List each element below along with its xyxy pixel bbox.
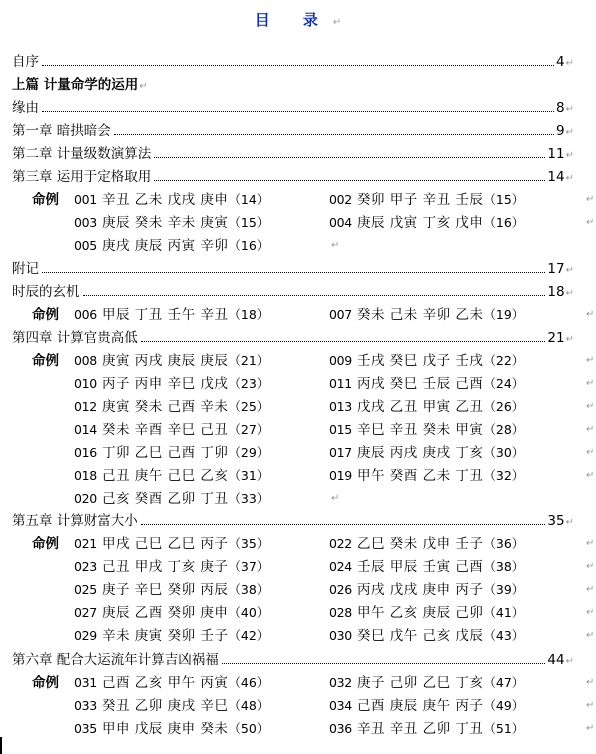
- example-label: 命例: [32, 192, 59, 208]
- example-row: [74, 695, 594, 717]
- toc-entry-label: 第一章 暗拱暗会: [12, 123, 111, 139]
- example-label: 命例: [32, 675, 59, 691]
- return-mark-icon: ↵: [586, 401, 595, 412]
- example-label: 命例: [32, 307, 59, 323]
- example-number: 027: [74, 605, 97, 620]
- example-pillars: 丙戌 癸巳 壬辰 己酉: [357, 376, 484, 392]
- example-entry[interactable]: [329, 442, 584, 464]
- example-entry[interactable]: [329, 304, 584, 326]
- example-number: 030: [329, 628, 352, 643]
- leader-dots: [154, 156, 545, 158]
- toc-entry[interactable]: [12, 52, 574, 72]
- example-number: 024: [329, 559, 352, 574]
- return-mark-icon: ↵: [586, 309, 595, 320]
- return-mark-icon: ↵: [565, 173, 574, 184]
- example-number: 016: [74, 445, 97, 460]
- toc-entry[interactable]: [12, 259, 574, 279]
- example-pillars: 庚辰 乙酉 癸卯 庚申: [102, 605, 229, 621]
- example-page: （22）: [483, 353, 525, 368]
- example-pillars: 庚辰 丙戌 庚戌 丁亥: [357, 445, 484, 461]
- example-number: 017: [329, 445, 352, 460]
- leader-dots: [154, 179, 545, 181]
- example-entry[interactable]: [329, 556, 584, 578]
- toc-entry-label: 上篇 计量命学的运用: [12, 77, 139, 93]
- return-mark-icon: ↵: [565, 288, 574, 299]
- example-page: （38）: [228, 582, 270, 597]
- example-page: （37）: [228, 559, 270, 574]
- example-pillars: 壬辰 甲辰 壬寅 己酉: [357, 559, 484, 575]
- example-page: （28）: [483, 422, 525, 437]
- example-page: （19）: [483, 307, 525, 322]
- return-mark-icon: ↵: [332, 17, 342, 28]
- return-mark-icon: ↵: [565, 265, 574, 276]
- example-entry[interactable]: [74, 672, 329, 694]
- example-pillars: 丙子 丙申 辛巳 戊戌: [102, 376, 229, 392]
- toc-entry-label: 第五章 计算财富大小: [12, 513, 138, 529]
- leader-dots: [141, 340, 546, 342]
- return-mark-icon: ↵: [565, 150, 574, 161]
- example-page: （39）: [483, 582, 525, 597]
- toc-entry[interactable]: [12, 98, 574, 118]
- example-entry[interactable]: [74, 488, 329, 510]
- example-row: [74, 718, 594, 740]
- example-entry[interactable]: [74, 373, 329, 395]
- example-row: [74, 533, 594, 555]
- example-pillars: 己酉 庚辰 庚午 丙子: [357, 698, 484, 714]
- example-entry[interactable]: [74, 625, 329, 647]
- leader-dots: [141, 523, 546, 525]
- example-number: 020: [74, 491, 97, 506]
- example-pillars: 乙巳 癸未 戊申 壬子: [357, 536, 484, 552]
- return-mark-icon: ↵: [586, 677, 595, 688]
- toc-entry[interactable]: [12, 282, 574, 302]
- return-mark-icon: ↵: [586, 194, 595, 205]
- return-mark-icon: ↵: [586, 630, 595, 641]
- example-pillars: 甲戌 己巳 乙巳 丙子: [102, 536, 229, 552]
- example-pillars: 己丑 甲戌 丁亥 庚子: [102, 559, 229, 575]
- toc-entry-page: 44: [547, 652, 565, 668]
- example-pillars: 癸未 辛酉 辛巳 己丑: [102, 422, 229, 438]
- example-pillars: 庚子 己卯 乙巳 丁亥: [357, 675, 484, 691]
- example-entry[interactable]: [329, 695, 584, 717]
- example-page: （50）: [228, 721, 270, 736]
- example-page: （32）: [483, 468, 525, 483]
- example-number: 013: [329, 399, 352, 414]
- example-page: （16）: [483, 215, 525, 230]
- example-entry[interactable]: [329, 212, 584, 234]
- example-entry[interactable]: [74, 602, 329, 624]
- example-pillars: 癸巳 戊午 己亥 戊辰: [357, 628, 484, 644]
- toc-entry[interactable]: [12, 328, 574, 348]
- example-pillars: 辛未 庚寅 癸卯 壬子: [102, 628, 229, 644]
- example-page: （21）: [228, 353, 270, 368]
- example-pillars: 庚寅 丙戌 庚辰 庚辰: [102, 353, 229, 369]
- example-page: （31）: [228, 468, 270, 483]
- example-page: （49）: [483, 698, 525, 713]
- example-pillars: 戊戌 乙丑 甲寅 乙丑: [357, 399, 484, 415]
- example-page: （29）: [228, 445, 270, 460]
- example-entry[interactable]: [74, 579, 329, 601]
- example-number: 008: [74, 353, 97, 368]
- leader-dots: [83, 294, 546, 296]
- toc-entry-label: 第四章 计算官贵高低: [12, 330, 138, 346]
- page-title: 目 录↵: [254, 11, 342, 29]
- return-mark-icon: ↵: [586, 355, 595, 366]
- example-pillars: 庚辰 戊寅 丁亥 戊申: [357, 215, 484, 231]
- example-entry[interactable]: [74, 695, 329, 717]
- example-entry[interactable]: [74, 350, 329, 372]
- example-page: （35）: [228, 536, 270, 551]
- example-page: （16）: [228, 238, 270, 253]
- example-page: （24）: [483, 376, 525, 391]
- leader-dots: [42, 110, 554, 112]
- example-page: （25）: [228, 399, 270, 414]
- example-number: 033: [74, 698, 97, 713]
- example-row: [74, 419, 594, 441]
- example-pillars: 辛丑 辛丑 乙卯 丁丑: [357, 721, 484, 737]
- example-page: （48）: [228, 698, 270, 713]
- example-entry[interactable]: [329, 396, 584, 418]
- toc-entry[interactable]: [12, 511, 574, 531]
- example-pillars: 癸未 己未 辛卯 乙未: [357, 307, 484, 323]
- example-row: [74, 488, 339, 510]
- toc-entry-page: 4: [556, 54, 565, 70]
- example-pillars: 甲辰 丁丑 壬午 辛丑: [102, 307, 229, 323]
- example-row: [74, 350, 594, 372]
- example-entry[interactable]: [329, 350, 584, 372]
- example-entry[interactable]: [329, 189, 584, 211]
- example-number: 034: [329, 698, 352, 713]
- toc-entry[interactable]: [12, 144, 574, 164]
- example-number: 004: [329, 215, 352, 230]
- example-number: 010: [74, 376, 97, 391]
- example-row: [74, 373, 594, 395]
- example-number: 006: [74, 307, 97, 322]
- example-entry[interactable]: [329, 625, 584, 647]
- example-entry[interactable]: [74, 442, 329, 464]
- toc-entry[interactable]: [12, 75, 574, 95]
- example-number: 032: [329, 675, 352, 690]
- example-number: 012: [74, 399, 97, 414]
- toc-entry-label: 第二章 计量级数演算法: [12, 146, 152, 162]
- leader-dots: [114, 133, 554, 135]
- toc-entry-label: 时辰的玄机: [12, 284, 80, 300]
- return-mark-icon: ↵: [586, 470, 595, 481]
- example-label: 命例: [32, 353, 59, 369]
- example-row: [74, 465, 594, 487]
- toc-entry-page: 8: [556, 100, 565, 116]
- example-pillars: 壬戌 癸巳 戊子 壬戌: [357, 353, 484, 369]
- toc-entry[interactable]: [12, 121, 574, 141]
- example-pillars: 己亥 癸酉 乙卯 丁丑: [102, 491, 229, 507]
- toc-entry-page: 9: [556, 123, 565, 139]
- example-number: 005: [74, 238, 97, 253]
- example-row: [74, 189, 594, 211]
- toc-entry-page: 17: [547, 261, 565, 277]
- example-pillars: 庚戌 庚辰 丙寅 辛卯: [102, 238, 229, 254]
- example-page: （27）: [228, 422, 270, 437]
- example-entry[interactable]: [74, 419, 329, 441]
- example-page: （51）: [483, 721, 525, 736]
- example-pillars: 庚子 辛巳 癸卯 丙辰: [102, 582, 229, 598]
- example-page: （30）: [483, 445, 525, 460]
- example-pillars: 庚寅 癸未 己酉 辛未: [102, 399, 229, 415]
- toc-entry-page: 18: [547, 284, 565, 300]
- example-pillars: 庚辰 癸未 辛未 庚寅: [102, 215, 229, 231]
- example-page: （46）: [228, 675, 270, 690]
- example-entry[interactable]: [74, 304, 329, 326]
- text-cursor: [0, 737, 2, 754]
- return-mark-icon: ↵: [586, 723, 595, 734]
- example-number: 011: [329, 376, 352, 391]
- example-row: [74, 579, 594, 601]
- example-pillars: 辛丑 乙未 戊戌 庚申: [102, 192, 229, 208]
- example-number: 021: [74, 536, 97, 551]
- example-page: （47）: [483, 675, 525, 690]
- return-mark-icon: ↵: [586, 447, 595, 458]
- toc-entry-page: 21: [547, 330, 565, 346]
- example-number: 023: [74, 559, 97, 574]
- toc-entry[interactable]: [12, 167, 574, 187]
- example-row: [74, 625, 594, 647]
- leader-dots: [42, 64, 554, 66]
- example-pillars: 甲申 戊辰 庚申 癸未: [102, 721, 229, 737]
- example-page: （42）: [228, 628, 270, 643]
- example-number: 022: [329, 536, 352, 551]
- example-number: 007: [329, 307, 352, 322]
- example-page: （33）: [228, 491, 270, 506]
- example-row: [74, 442, 594, 464]
- example-number: 014: [74, 422, 97, 437]
- example-page: （14）: [228, 192, 270, 207]
- example-entry[interactable]: [329, 579, 584, 601]
- example-number: 009: [329, 353, 352, 368]
- example-row: [74, 556, 594, 578]
- example-page: （40）: [228, 605, 270, 620]
- example-entry[interactable]: [329, 672, 584, 694]
- return-mark-icon: ↵: [331, 240, 340, 251]
- example-row: [74, 396, 594, 418]
- example-number: 003: [74, 215, 97, 230]
- toc-entry[interactable]: [12, 650, 574, 670]
- return-mark-icon: ↵: [565, 58, 574, 69]
- example-row: [74, 235, 339, 257]
- return-mark-icon: ↵: [586, 700, 595, 711]
- example-entry[interactable]: [329, 419, 584, 441]
- toc-entry-label: 缘由: [12, 100, 39, 116]
- example-pillars: 己酉 乙亥 甲午 丙寅: [102, 675, 229, 691]
- toc-entry-page: 35: [547, 513, 565, 529]
- example-row: [74, 212, 594, 234]
- example-number: 028: [329, 605, 352, 620]
- example-page: （15）: [483, 192, 525, 207]
- example-number: 025: [74, 582, 97, 597]
- example-page: （41）: [483, 605, 525, 620]
- example-entry[interactable]: [74, 189, 329, 211]
- example-number: 026: [329, 582, 352, 597]
- example-pillars: 丙戌 戊戌 庚申 丙子: [357, 582, 484, 598]
- example-entry[interactable]: [74, 212, 329, 234]
- return-mark-icon: ↵: [586, 607, 595, 618]
- toc-entry-label: 第三章 运用于定格取用: [12, 169, 152, 185]
- example-page: （43）: [483, 628, 525, 643]
- example-pillars: 甲午 癸酉 乙未 丁丑: [357, 468, 484, 484]
- example-number: 018: [74, 468, 97, 483]
- return-mark-icon: ↵: [565, 517, 574, 528]
- example-entry[interactable]: [74, 465, 329, 487]
- example-row: [74, 602, 594, 624]
- toc-entry-page: 14: [547, 169, 565, 185]
- return-mark-icon: ↵: [586, 217, 595, 228]
- leader-dots: [222, 662, 546, 664]
- return-mark-icon: ↵: [139, 81, 148, 92]
- example-page: （23）: [228, 376, 270, 391]
- example-entry[interactable]: [329, 533, 584, 555]
- example-entry[interactable]: [329, 373, 584, 395]
- return-mark-icon: ↵: [586, 584, 595, 595]
- example-entry[interactable]: [74, 396, 329, 418]
- example-row: [74, 304, 594, 326]
- example-entry[interactable]: [74, 533, 329, 555]
- example-number: 036: [329, 721, 352, 736]
- example-row: [74, 672, 594, 694]
- example-pillars: 己丑 庚午 己巳 乙亥: [102, 468, 229, 484]
- example-entry[interactable]: [329, 718, 584, 740]
- toc-entry-label: 第六章 配合大运流年计算吉凶祸福: [12, 652, 219, 668]
- return-mark-icon: ↵: [586, 538, 595, 549]
- return-mark-icon: ↵: [586, 424, 595, 435]
- example-number: 019: [329, 468, 352, 483]
- example-entry[interactable]: [329, 465, 584, 487]
- leader-dots: [42, 271, 545, 273]
- return-mark-icon: ↵: [565, 127, 574, 138]
- example-page: （38）: [483, 559, 525, 574]
- example-page: （18）: [228, 307, 270, 322]
- toc-entry-page: 11: [547, 146, 565, 162]
- example-number: 035: [74, 721, 97, 736]
- example-entry[interactable]: [74, 556, 329, 578]
- return-mark-icon: ↵: [331, 493, 340, 504]
- example-entry[interactable]: [74, 718, 329, 740]
- example-number: 029: [74, 628, 97, 643]
- example-page: （26）: [483, 399, 525, 414]
- example-number: 001: [74, 192, 97, 207]
- return-mark-icon: ↵: [586, 561, 595, 572]
- example-page: （15）: [228, 215, 270, 230]
- example-page: （36）: [483, 536, 525, 551]
- example-pillars: 癸丑 乙卯 庚戌 辛巳: [102, 698, 229, 714]
- return-mark-icon: ↵: [565, 104, 574, 115]
- example-entry[interactable]: [74, 235, 329, 257]
- example-pillars: 甲午 乙亥 庚辰 己卯: [357, 605, 484, 621]
- example-number: 031: [74, 675, 97, 690]
- example-pillars: 辛巳 辛丑 癸未 甲寅: [357, 422, 484, 438]
- example-pillars: 癸卯 甲子 辛丑 壬辰: [357, 192, 484, 208]
- example-number: 002: [329, 192, 352, 207]
- return-mark-icon: ↵: [565, 334, 574, 345]
- example-label: 命例: [32, 536, 59, 552]
- toc-entry-label: 附记: [12, 261, 39, 277]
- toc-entry-label: 自序: [12, 54, 39, 70]
- return-mark-icon: ↵: [565, 656, 574, 667]
- example-entry[interactable]: [329, 602, 584, 624]
- return-mark-icon: ↵: [586, 378, 595, 389]
- example-pillars: 丁卯 乙巳 己酉 丁卯: [102, 445, 229, 461]
- example-number: 015: [329, 422, 352, 437]
